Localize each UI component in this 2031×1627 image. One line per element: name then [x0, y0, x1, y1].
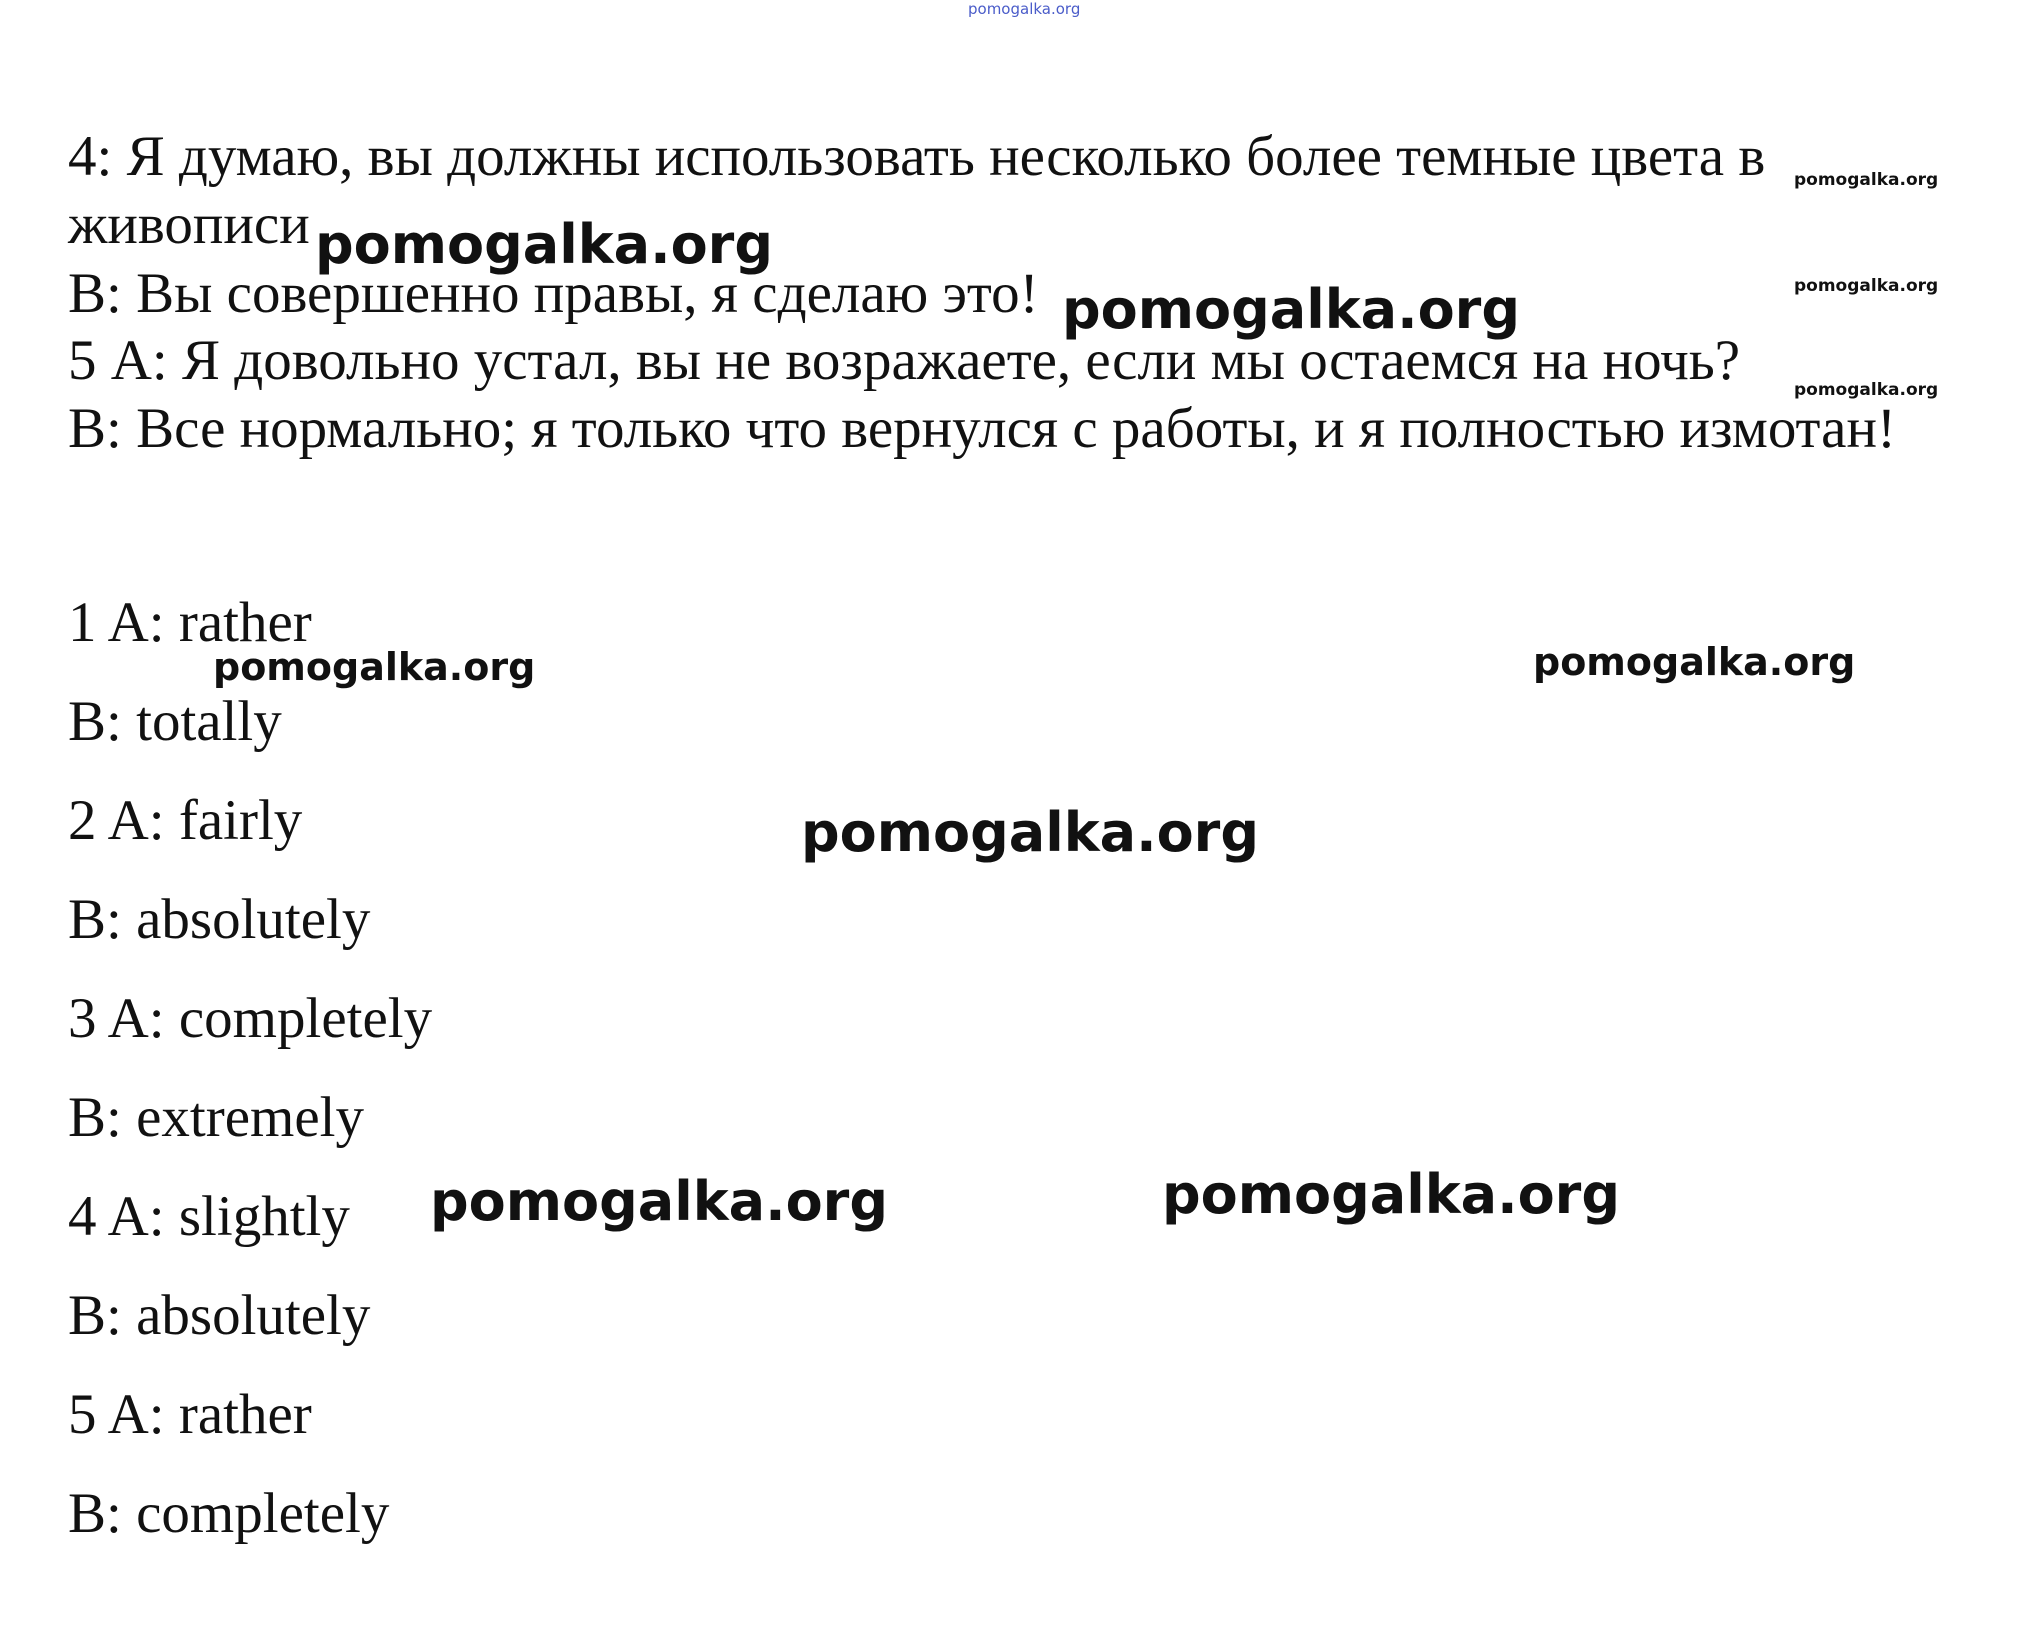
watermark-medium-2: pomogalka.org [1533, 640, 1856, 684]
watermark-small-3: pomogalka.org [1794, 380, 1939, 400]
watermark-large-3: pomogalka.org [801, 801, 1259, 864]
watermark-medium-1: pomogalka.org [213, 645, 536, 689]
answer-5b: B: completely [68, 1482, 390, 1545]
answer-5a: 5 A: rather [68, 1383, 312, 1446]
watermark-large-4: pomogalka.org [430, 1170, 888, 1233]
answer-4b: B: absolutely [68, 1284, 371, 1347]
watermark-small-2: pomogalka.org [1794, 276, 1939, 296]
watermark-large-2: pomogalka.org [1062, 278, 1520, 341]
answer-2a: 2 A: fairly [68, 789, 303, 852]
watermark-large-5: pomogalka.org [1162, 1163, 1620, 1226]
watermark-small-1: pomogalka.org [1794, 170, 1939, 190]
watermark-top: pomogalka.org [968, 0, 1081, 18]
translation-line-2: живописи [68, 193, 310, 256]
translation-line-4: 5 А: Я довольно устал, вы не возражаете, если мы остаемся на ночь? [68, 329, 1741, 392]
translation-line-5: В: Все нормально; я только что вернулся с работы, и я полностью измотан! [68, 397, 1896, 460]
translation-line-3: В: Вы совершенно правы, я сделаю это! [68, 262, 1039, 325]
translation-line-1: 4: Я думаю, вы должны использовать несколько более темные цвета в [68, 125, 1766, 188]
answer-1a: 1 A: rather [68, 591, 312, 654]
watermark-large-1: pomogalka.org [315, 213, 773, 276]
answer-4a: 4 A: slightly [68, 1185, 350, 1248]
answer-3a: 3 A: completely [68, 987, 433, 1050]
answer-3b: B: extremely [68, 1086, 364, 1149]
answer-1b: B: totally [68, 690, 282, 753]
answer-2b: B: absolutely [68, 888, 371, 951]
